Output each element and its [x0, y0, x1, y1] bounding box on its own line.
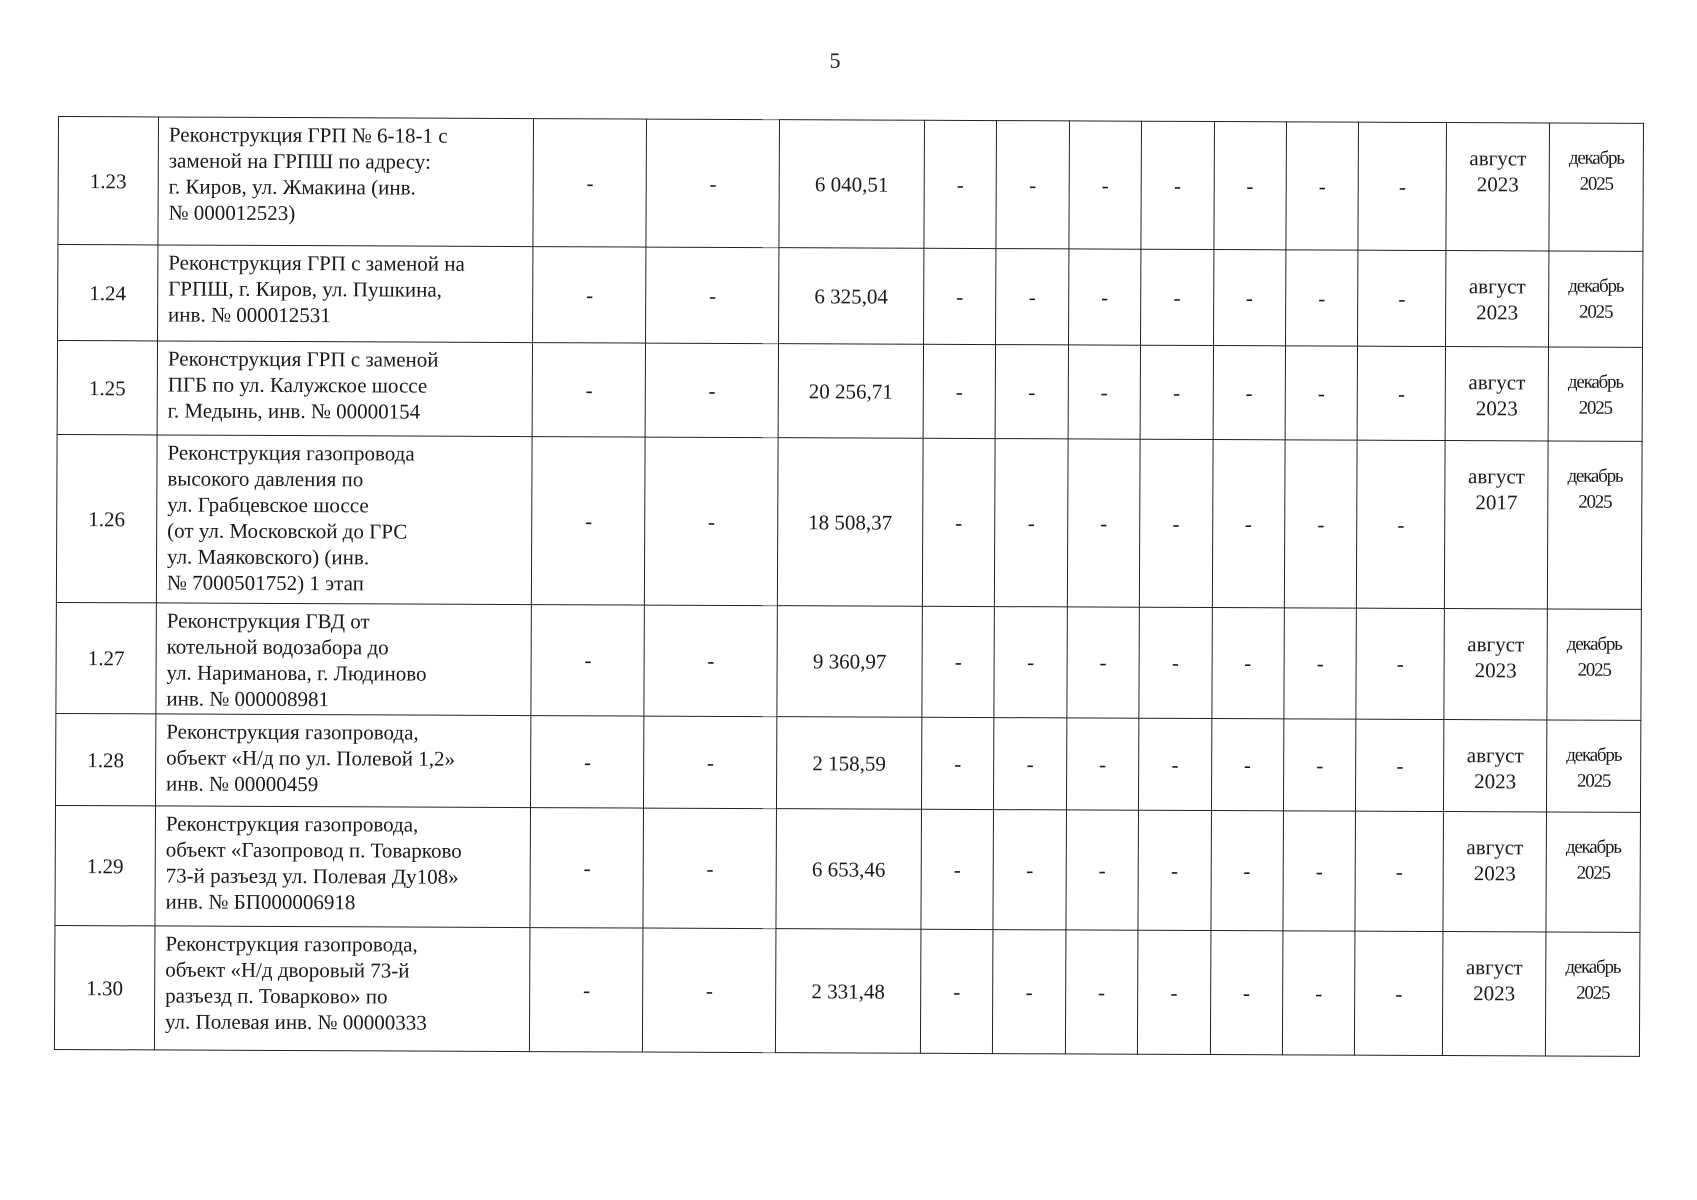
empty-value: - — [1282, 931, 1355, 1055]
row-amount: 6 325,04 — [779, 248, 924, 345]
empty-value: - — [1067, 607, 1140, 718]
empty-value: - — [644, 716, 777, 809]
start-date: август 2023 — [1444, 609, 1547, 720]
investment-table — [54, 116, 1644, 1057]
empty-value: - — [1141, 121, 1214, 249]
empty-value: - — [533, 119, 647, 247]
empty-value: - — [1139, 439, 1212, 607]
table-row — [57, 341, 1642, 442]
empty-value: - — [531, 716, 645, 808]
empty-value: - — [530, 928, 644, 1052]
end-date: декабрь 2025 — [1547, 441, 1642, 609]
empty-value: - — [1283, 719, 1356, 811]
empty-value: - — [1140, 345, 1213, 439]
empty-value: - — [993, 810, 1066, 930]
empty-value: - — [646, 119, 779, 248]
row-description: Реконструкция газопровода, объект «Н/д по ул. Полевой 1,2» инв. № 00000459 — [155, 714, 531, 808]
empty-value: - — [1355, 811, 1443, 931]
empty-value: - — [922, 606, 995, 717]
empty-value: - — [1065, 930, 1138, 1054]
empty-value: - — [1210, 931, 1283, 1055]
start-date: август 2023 — [1446, 251, 1549, 347]
end-date: декабрь 2025 — [1545, 932, 1640, 1056]
row-number: 1.28 — [55, 713, 155, 805]
row-number: 1.30 — [54, 925, 154, 1049]
empty-value: - — [924, 120, 997, 248]
empty-value: - — [1357, 346, 1445, 440]
empty-value: - — [1139, 607, 1212, 718]
empty-value: - — [993, 930, 1066, 1054]
start-date: август 2017 — [1444, 441, 1548, 609]
table-row — [55, 713, 1640, 812]
empty-value: - — [1138, 810, 1211, 930]
row-amount: 6 653,46 — [776, 809, 921, 930]
empty-value: - — [1139, 718, 1212, 810]
row-amount: 2 158,59 — [777, 717, 922, 810]
empty-value: - — [1358, 122, 1446, 250]
empty-value: - — [646, 343, 779, 438]
empty-value: - — [1213, 346, 1286, 440]
end-date: декабрь 2025 — [1547, 609, 1641, 720]
row-amount: 18 508,37 — [777, 438, 923, 607]
empty-value: - — [996, 121, 1069, 249]
table-row — [56, 434, 1642, 609]
row-amount: 20 256,71 — [778, 344, 923, 439]
empty-value: - — [643, 928, 776, 1053]
end-date: декабрь 2025 — [1547, 720, 1641, 812]
empty-value: - — [644, 605, 777, 717]
table-row — [56, 602, 1641, 720]
row-number: 1.23 — [58, 117, 159, 245]
start-date: август 2023 — [1444, 720, 1547, 812]
empty-value: - — [1286, 122, 1359, 250]
table-row — [54, 925, 1640, 1056]
table-row — [55, 805, 1641, 932]
empty-value: - — [922, 438, 995, 606]
empty-value: - — [1283, 811, 1356, 931]
table-row — [58, 245, 1643, 348]
row-description: Реконструкция газопровода, объект «Газопровод п. Товарково 73-й разъезд ул. Полевая Ду108» инв. № БП000006918 — [155, 806, 531, 928]
empty-value: - — [1069, 121, 1142, 249]
empty-value: - — [1284, 440, 1357, 608]
empty-value: - — [1211, 608, 1284, 719]
empty-value: - — [1138, 930, 1211, 1054]
row-description: Реконструкция ГРП с заменой ПГБ по ул. Калужское шоссе г. Медынь, инв. № 00000154 — [157, 341, 533, 437]
row-amount: 9 360,97 — [777, 606, 922, 718]
end-date: декабрь 2025 — [1548, 347, 1642, 441]
empty-value: - — [1356, 719, 1444, 811]
empty-value: - — [1213, 122, 1286, 250]
empty-value: - — [1066, 718, 1139, 810]
row-description: Реконструкция ГРП с заменой на ГРПШ, г. Киров, ул. Пушкина, инв. № 000012531 — [157, 245, 533, 343]
empty-value: - — [994, 607, 1067, 718]
empty-value: - — [1211, 719, 1284, 811]
empty-value: - — [1067, 439, 1140, 607]
page-number: 5 — [829, 48, 841, 73]
row-amount: 6 040,51 — [779, 120, 924, 249]
empty-value: - — [921, 809, 994, 929]
empty-value: - — [1141, 249, 1214, 345]
row-number: 1.25 — [57, 341, 157, 435]
empty-value: - — [643, 808, 776, 929]
empty-value: - — [532, 343, 646, 437]
empty-value: - — [1210, 811, 1283, 931]
table-row — [58, 117, 1644, 252]
empty-value: - — [1357, 440, 1445, 608]
empty-value: - — [1213, 250, 1286, 346]
empty-value: - — [1285, 250, 1358, 346]
empty-value: - — [1356, 608, 1444, 719]
start-date: август 2023 — [1443, 812, 1547, 932]
empty-value: - — [994, 718, 1067, 810]
empty-value: - — [1066, 810, 1139, 930]
empty-value: - — [995, 345, 1068, 439]
empty-value: - — [920, 929, 993, 1053]
start-date: август 2023 — [1442, 932, 1546, 1056]
row-description: Реконструкция ГВД от котельной водозабора до ул. Нариманова, г. Людиново инв. № 000008981 — [156, 603, 532, 716]
row-number: 1.26 — [56, 434, 157, 602]
row-number: 1.27 — [56, 602, 156, 713]
empty-value: - — [923, 344, 996, 438]
row-description: Реконструкция газопровода высокого давления по ул. Грабцевское шоссе (от ул. Московской до ГРС ул. Маяковского) (инв. № 7000501752) 1 этап — [156, 435, 532, 605]
row-number: 1.29 — [55, 805, 155, 925]
empty-value: - — [530, 808, 644, 928]
row-amount: 2 331,48 — [775, 929, 920, 1054]
empty-value: - — [1068, 249, 1141, 345]
row-number: 1.24 — [58, 245, 158, 341]
empty-value: - — [1284, 608, 1357, 719]
empty-value: - — [995, 439, 1068, 607]
empty-value: - — [1355, 931, 1443, 1055]
end-date: декабрь 2025 — [1549, 251, 1643, 347]
empty-value: - — [646, 247, 779, 344]
empty-value: - — [921, 717, 994, 809]
empty-value: - — [532, 437, 646, 605]
empty-value: - — [1358, 250, 1446, 346]
empty-value: - — [533, 247, 647, 343]
empty-value: - — [923, 248, 996, 344]
row-description: Реконструкция ГРП № 6-18-1 с заменой на ГРПШ по адресу: г. Киров, ул. Жмакина (инв. № 000012523) — [158, 117, 534, 247]
start-date: август 2023 — [1446, 123, 1550, 251]
start-date: август 2023 — [1445, 347, 1548, 441]
empty-value: - — [1068, 345, 1141, 439]
empty-value: - — [531, 605, 645, 716]
empty-value: - — [1212, 440, 1285, 608]
empty-value: - — [645, 437, 778, 606]
row-description: Реконструкция газопровода, объект «Н/д дворовый 73-й разъезд п. Товарково» по ул. Полевая инв. № 00000333 — [154, 926, 530, 1052]
end-date: декабрь 2025 — [1549, 123, 1644, 251]
empty-value: - — [1285, 346, 1358, 440]
empty-value: - — [996, 249, 1069, 345]
end-date: декабрь 2025 — [1546, 812, 1640, 932]
